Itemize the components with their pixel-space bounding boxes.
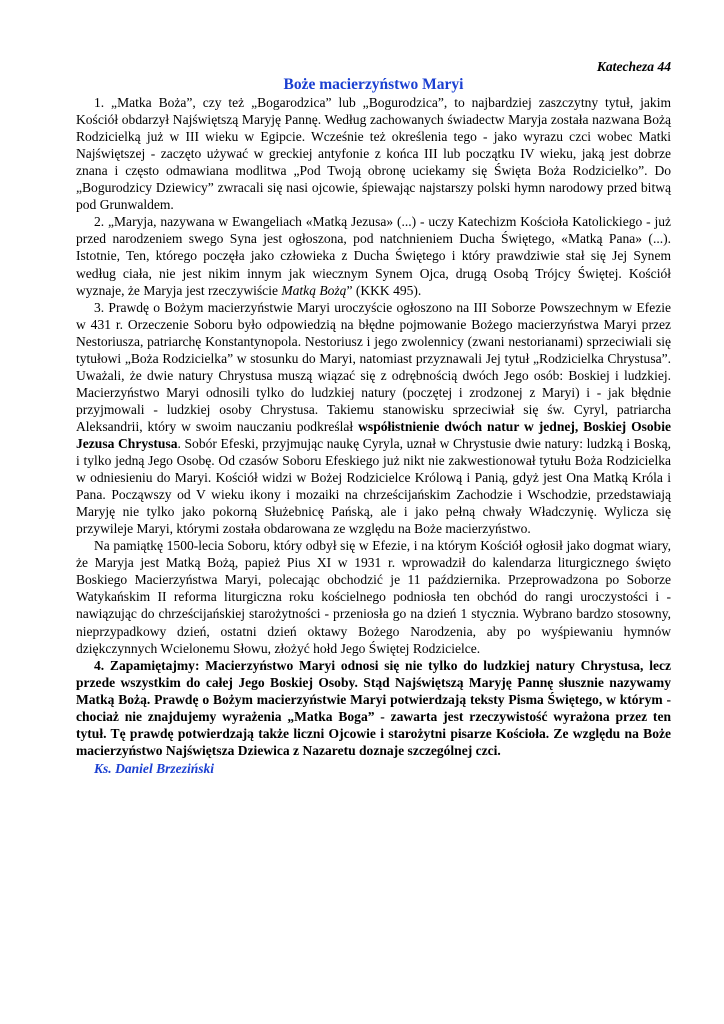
paragraph-3-bold: współistnienie dwóch natur w jednej, Boskiej Osobie Jezusa Chrystusa [76, 418, 671, 451]
paragraph-1: 1. „Matka Boża”, czy też „Bogarodzica” lub „Bogurodzica”, to najbardziej zaszczytny tytuł, jakim Kościół obdarzył Najświętszą Maryję Pannę. Według zachowanych świadectw Maryja została nazwana Bożą Rodzicielką już w III wieku w Egipcie. Wcześnie też określenia tego - jako wyrazu czci wobec Matki Najświętszej - zaczęto używać w greckiej antyfonie z końca III lub początku IV wieku, jaką jest dobrze znana i często odmawiana modlitwa „Pod Twoją obronę uciekamy się Święta Boża Rodzicielko”. Do „Bogurodzicy Dziewicy” zwracali się nasi ojcowie, śpiewając najstarszy polski hymn narodowy przed bitwą pod Grunwaldem. [76, 95, 671, 213]
paragraph-3-text: 3. Prawdę o Bożym macierzyństwie Maryi uroczyście ogłoszono na III Soborze Powszechnym w Efezie w 431 r. Orzeczenie Soboru było odpowiedzią na błędne pojmowanie Bożego macierzyństwa Maryi przez Nestoriusza, patriarchę Konstantynopola. Nestoriusz i jego zwolennicy (zwani nestorianami) sprzeciwiali się tytułowi „Boża Rodzicielka” w stosunku do Maryi, natomiast przyznawali Jej tytuł „Rodzicielka Chrystusa”. Uważali, że dwie natury Chrystusa muszą wiązać się z odrębnością dwóch Jego osób: Boskiej i ludzkiej. Macierzyństwo Maryi odnosili tylko do ludzkiej natury (poczętej i zrodzonej z Maryi) i - jak błędnie przyjmowali - ludzkiej osoby Chrystusa. Takiemu stanowisku sprzeciwiał się św. Cyryl, patriarcha Aleksandrii, który w swoim nauczaniu podkreślał [76, 299, 671, 434]
paragraph-2-end: ” (KKK 495). [346, 282, 422, 298]
author-signature: Ks. Daniel Brzeziński [94, 760, 215, 776]
paragraph-3-end: . Sobór Efeski, przyjmując naukę Cyryla, uznał w Chrystusie dwie natury: ludzką i Boską, i tylko jedną Jego Osobę. Od czasów Soboru Efeskiego już nikt nie zakwestionował tytułu Boża Rodzicielka w odniesieniu do Maryi. Kościół widzi w Bożej Rodzicielce Królową i Panią, gdyż jest Ona Matką Króla i Pana. Począwszy od V wieku ikony i mozaiki na chrześcijańskim Zachodzie i Wschodzie, przedstawiają Maryję nie tylko jako pokorną Służebnicę Pańską, ale i jako pełną chwały Władczynię. Wylicza się przywileje Maryi, którymi została obdarowana ze względu na Boże macierzyństwo. [76, 435, 672, 537]
catechesis-number: Katecheza 44 [596, 59, 671, 74]
paragraph-2 [76, 213, 671, 298]
paragraph-2-italic: Matką Bożą [281, 282, 347, 298]
paragraph-4: Na pamiątkę 1500-lecia Soboru, który odbył się w Efezie, i na którym Kościół ogłosił jako dogmat wiary, że Maryja jest Matką Bożą, papież Pius XI w 1931 r. wprowadził do kalendarza liturgicznego święto Boskiego Macierzyństwa Maryi, polecając obchodzić je 11 października. Przeprowadzona po Soborze Watykańskim II reforma liturgiczna roku kościelnego podniosła ten obchód do rangi uroczystości i - nawiązując do chrześcijańskiej starożytności - przeniosła go na dzień 1 stycznia. Wybrano bardzo stosowny, nieprzypadkowy dzień, ostatni dzień oktawy Bożego Narodzenia, aby po wyśpiewaniu hymnów dziękczynnych Wcielonemu Słowu, złożyć hołd Jego Świętej Rodzicielce. [76, 538, 671, 656]
page-title: Boże macierzyństwo Maryi [283, 76, 464, 94]
paragraph-3 [76, 299, 671, 538]
paragraph-2-text: 2. „Maryja, nazywana w Ewangeliach «Matką Jezusa» (...) - uczy Katechizm Kościoła Katolickiego - już przed narodzeniem swego Syna jest ogłoszona, pod natchnieniem Ducha Świętego, «Matką Pana» (...). Istotnie, Ten, którego poczęła jako człowieka z Ducha Świętego i który prawdziwie stał się Jej Synem według ciała, nie jest nikim innym jak wiecznym Synem Ojca, drugą Osobą Trójcy Świętej. Kościół wyznaje, że Maryja jest rzeczywiście [76, 214, 671, 298]
paragraph-5-summary: 4. Zapamiętajmy: Macierzyństwo Maryi odnosi się nie tylko do ludzkiej natury Chrystusa, lecz przede wszystkim do całej Jego Boskiej Osoby. Stąd Najświętszą Maryję Pannę słusznie nazywamy Matką Bożą. Prawdę o Bożym macierzyństwie Maryi potwierdzają teksty Pisma Świętego, w którym - chociaż nie znajdujemy wyrażenia „Matka Boga” - zawarta jest rzeczywistość wyrażona przez ten tytuł. Tę prawdę potwierdzają także liczni Ojcowie i starożytni pisarze Kościoła. Ze względu na Boże macierzyństwo Najświętsza Dziewica z Nazaretu doznaje szczególnej czci. [76, 657, 671, 758]
document-page [76, 58, 671, 777]
